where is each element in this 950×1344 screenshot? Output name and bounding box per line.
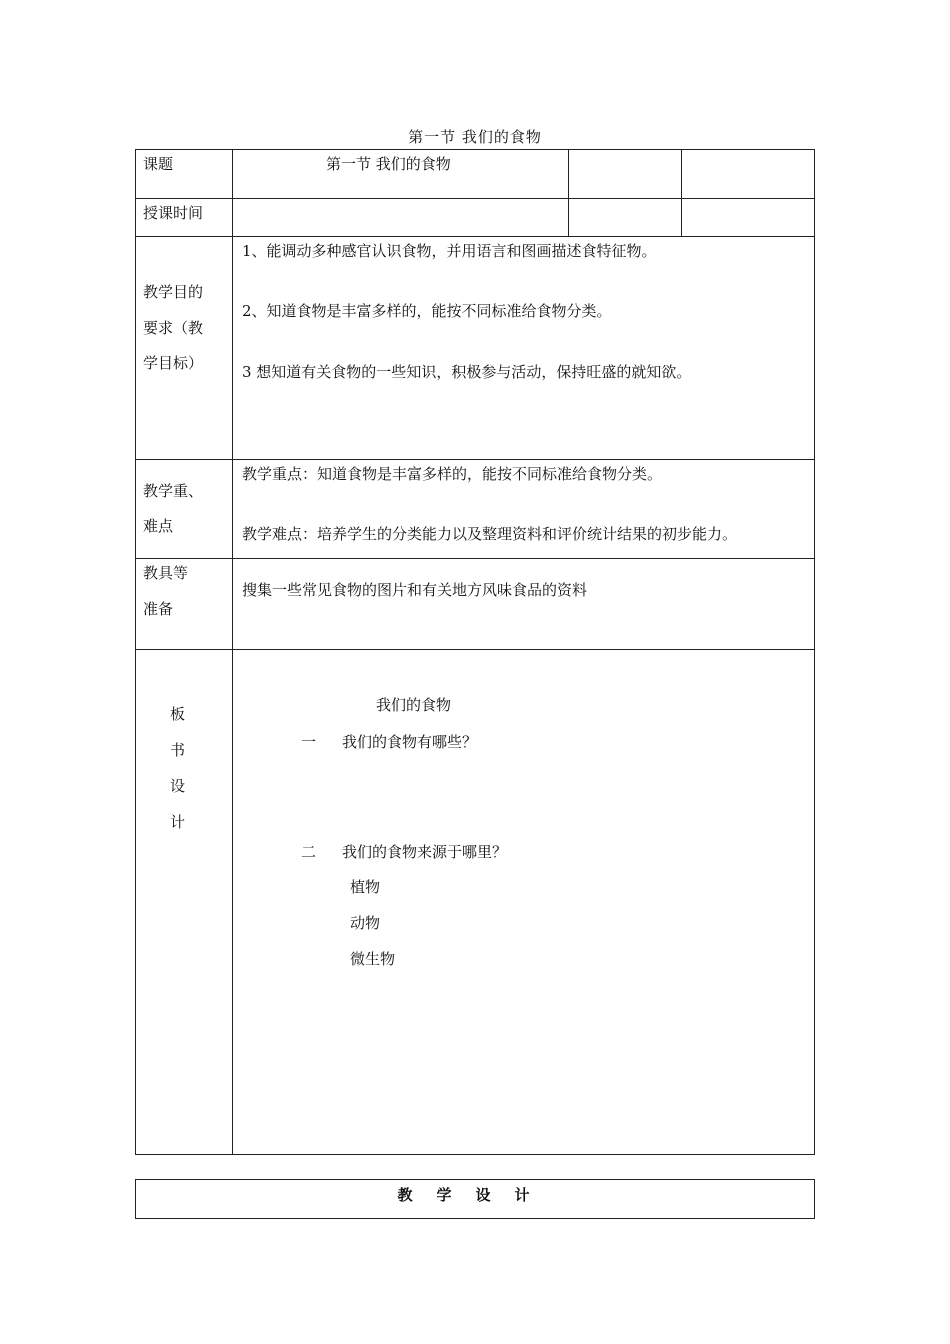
board-heading: 我们的食物 xyxy=(376,696,452,714)
objective-item: 2、知道食物是丰富多样的，能按不同标准给食物分类。 xyxy=(242,302,612,320)
table-border-top xyxy=(135,149,815,150)
table-row-divider xyxy=(135,649,815,650)
table-column-divider xyxy=(568,149,569,237)
teaching-focus: 教学重点：知道食物是丰富多样的，能按不同标准给食物分类。 xyxy=(242,465,663,483)
table-row-divider xyxy=(135,558,815,559)
board-label-char: 设 xyxy=(170,777,186,795)
board-section-text: 我们的食物有哪些？ xyxy=(342,733,478,751)
teaching-difficulty: 教学难点：培养学生的分类能力以及整理资料和评价统计结果的初步能力。 xyxy=(242,525,738,543)
design-table-border-top xyxy=(135,1179,815,1180)
board-section-text: 我们的食物来源于哪里？ xyxy=(342,843,508,861)
food-source-item: 植物 xyxy=(350,878,381,896)
objective-item: 3 想知道有关食物的一些知识，积极参与活动，保持旺盛的就知欲。 xyxy=(242,363,692,381)
food-source-item: 动物 xyxy=(350,914,381,932)
board-section-number: 二 xyxy=(301,843,317,861)
objectives-label-line: 学目标） xyxy=(143,354,204,372)
key-points-label-line: 难点 xyxy=(143,517,174,535)
topic-label: 课题 xyxy=(143,155,174,173)
page-title: 第一节 我们的食物 xyxy=(408,128,542,146)
table-row-divider xyxy=(135,198,815,199)
tools-value: 搜集一些常见食物的图片和有关地方风味食品的资料 xyxy=(242,581,588,599)
table-column-divider xyxy=(681,149,682,237)
objectives-label-line: 要求（教 xyxy=(143,319,204,337)
key-points-label-line: 教学重、 xyxy=(143,482,204,500)
board-label-char: 板 xyxy=(170,705,186,723)
objectives-label-line: 教学目的 xyxy=(143,283,204,301)
time-label: 授课时间 xyxy=(143,204,204,222)
board-label-char: 书 xyxy=(170,741,186,759)
design-table-border-bottom xyxy=(135,1218,815,1219)
board-label-char: 计 xyxy=(170,813,186,831)
topic-value: 第一节 我们的食物 xyxy=(326,155,451,173)
board-section-number: 一 xyxy=(301,733,317,751)
design-section-title: 教学设计 xyxy=(397,1186,554,1204)
table-border-bottom xyxy=(135,1154,815,1155)
table-column-divider xyxy=(232,149,233,1155)
table-border-right xyxy=(814,149,815,1155)
objective-item: 1、能调动多种感官认识食物，并用语言和图画描述食特征物。 xyxy=(242,242,657,260)
table-border-left xyxy=(135,149,136,1155)
table-row-divider xyxy=(135,236,815,237)
tools-label-line: 准备 xyxy=(143,600,174,618)
table-row-divider xyxy=(135,459,815,460)
food-source-item: 微生物 xyxy=(350,950,396,968)
tools-label-line: 教具等 xyxy=(143,564,189,582)
